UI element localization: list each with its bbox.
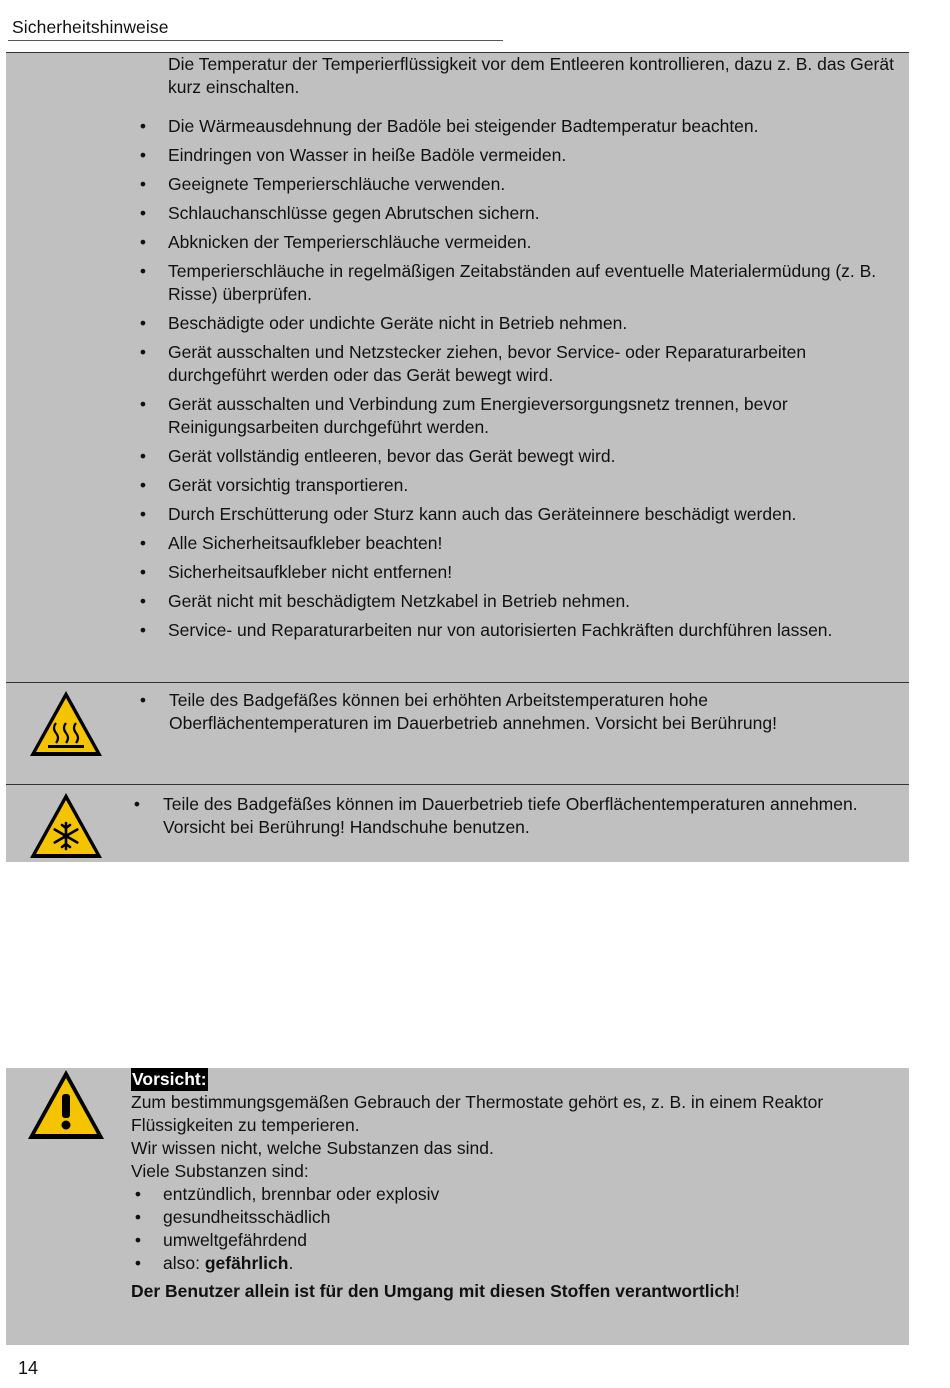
bullet: • (139, 261, 147, 281)
low-temperature-warning-icon (28, 791, 104, 861)
page-header: Sicherheitshinweise (12, 17, 169, 37)
safety-list-item-text: Abknicken der Temperierschläuche vermeiden. (168, 232, 532, 252)
safety-list-item-text: Schlauchanschlüsse gegen Abrutschen sichern. (168, 203, 540, 223)
safety-list-item-text: Sicherheitsaufkleber nicht entfernen! (168, 562, 453, 582)
safety-list-item (136, 260, 901, 306)
bullet: • (139, 446, 147, 466)
caution-label: Vorsicht: (132, 1069, 207, 1089)
continued-item-text: Die Temperatur der Temperierflüssigkeit vor dem Entleeren kontrollieren, dazu z. B. das Gerät kurz einschalten. (168, 54, 894, 97)
safety-list-item-text: Gerät ausschalten und Netzstecker ziehen, bevor Service- oder Reparaturarbeiten durchgeführt werden oder das Gerät bewegt wird. (168, 342, 807, 385)
caution-line: Viele Substanzen sind: (131, 1161, 309, 1181)
bullet: • (139, 620, 147, 640)
safety-list-section (6, 52, 909, 683)
bullet: • (139, 394, 147, 414)
hazard-summary-bold: gefährlich (204, 1253, 289, 1273)
safety-list-item (136, 202, 901, 225)
safety-list-item-text: Temperierschläuche in regelmäßigen Zeitabständen auf eventuelle Materialermüdung (z. B. Risse) überprüfen. (168, 261, 877, 304)
bullet: • (139, 232, 147, 252)
caution-line: Zum bestimmungsgemäßen Gebrauch der Thermostate gehört es, z. B. in einem Reaktor Flüssigkeiten zu temperieren. (131, 1092, 824, 1135)
bullet: • (133, 794, 141, 814)
bullet: • (139, 533, 147, 553)
safety-list-item (136, 619, 901, 642)
responsibility-exclamation: ! (734, 1281, 740, 1301)
hazard-list-item-text: umweltgefährdend (163, 1230, 307, 1250)
safety-list-item-text: Gerät vollständig entleeren, bevor das Gerät bewegt wird. (168, 446, 616, 466)
safety-list-item-text: Beschädigte oder undichte Geräte nicht in Betrieb nehmen. (168, 313, 628, 333)
hot-surface-warning-icon (28, 689, 104, 759)
page-number: 14 (18, 1358, 39, 1378)
safety-list-item-text: Geeignete Temperierschläuche verwenden. (168, 174, 506, 194)
safety-list-item (136, 561, 901, 584)
bullet: • (139, 562, 147, 582)
cold-surface-warning-section (6, 784, 909, 862)
hazard-summary-item (131, 1252, 901, 1275)
caution-block (131, 1068, 901, 1303)
safety-list-item (136, 144, 901, 167)
caution-section (6, 1068, 909, 1345)
bullet: • (139, 174, 147, 194)
safety-list-item-text: Alle Sicherheitsaufkleber beachten! (168, 533, 443, 553)
bullet: • (134, 1207, 142, 1227)
safety-list-item (136, 445, 901, 468)
bullet: • (139, 116, 147, 136)
cold-surface-gloves-text: Vorsicht bei Berührung! Handschuhe benutzen. (163, 817, 530, 837)
header-divider (8, 40, 503, 41)
hazard-list-item-text: entzündlich, brennbar oder explosiv (163, 1184, 440, 1204)
safety-list-item (136, 590, 901, 613)
safety-list (136, 115, 901, 648)
bullet: • (139, 690, 147, 710)
hot-surface-warning-item (136, 689, 901, 735)
bullet: • (134, 1253, 142, 1273)
safety-list-item-text: Gerät ausschalten und Verbindung zum Energieversorgungsnetz trennen, bevor Reinigungsarbeiten durchgeführt werden. (168, 394, 788, 437)
hazard-summary-prefix: also: (163, 1253, 205, 1273)
safety-list-item-text: Gerät vorsichtig transportieren. (168, 475, 409, 495)
hazard-summary-list (131, 1252, 901, 1275)
bullet: • (134, 1230, 142, 1250)
hazard-list-item (131, 1183, 901, 1206)
safety-list-item (136, 115, 901, 138)
safety-list-item (136, 173, 901, 196)
bullet: • (139, 313, 147, 333)
safety-list-item (136, 393, 901, 439)
bullet: • (139, 145, 147, 165)
safety-list-item-text: Service- und Reparaturarbeiten nur von autorisierten Fachkräften durchführen lassen. (168, 620, 833, 640)
responsibility-statement (131, 1280, 901, 1303)
caution-line: Wir wissen nicht, welche Substanzen das sind. (131, 1138, 494, 1158)
safety-list-item (136, 532, 901, 555)
safety-list-item-text: Eindringen von Wasser in heiße Badöle vermeiden. (168, 145, 567, 165)
hot-surface-warning-section (6, 682, 909, 785)
safety-list-item-text: Gerät nicht mit beschädigtem Netzkabel in Betrieb nehmen. (168, 591, 631, 611)
bullet: • (139, 591, 147, 611)
bullet: • (139, 203, 147, 223)
hazard-list-item-text: gesundheitsschädlich (163, 1207, 331, 1227)
hazard-summary-suffix: . (288, 1253, 294, 1273)
hazard-list-item (131, 1229, 901, 1252)
bullet: • (134, 1184, 142, 1204)
general-warning-icon (26, 1068, 106, 1142)
safety-list-item-text: Durch Erschütterung oder Sturz kann auch das Geräteinnere beschädigt werden. (168, 504, 797, 524)
safety-list-item (136, 312, 901, 335)
safety-list-item (136, 474, 901, 497)
bullet: • (139, 475, 147, 495)
bullet: • (139, 504, 147, 524)
safety-list-item (136, 231, 901, 254)
safety-list-item (136, 503, 901, 526)
hazard-list (131, 1183, 901, 1252)
hot-surface-warning-text: Teile des Badgefäßes können bei erhöhten Arbeitstemperaturen hohe Oberflächentemperaturen im Dauerbetrieb annehmen. Vorsicht bei Berührung! (169, 690, 777, 733)
bullet: • (139, 342, 147, 362)
safety-list-item-text: Die Wärmeausdehnung der Badöle bei steigender Badtemperatur beachten. (168, 116, 759, 136)
safety-list-item (136, 341, 901, 387)
responsibility-text: Der Benutzer allein ist für den Umgang mit diesen Stoffen verantwortlich (131, 1281, 735, 1301)
hazard-list-item (131, 1206, 901, 1229)
cold-surface-warning-text: Teile des Badgefäßes können im Dauerbetrieb tiefe Oberflächentemperaturen annehmen. (163, 794, 858, 814)
cold-surface-warning-item (130, 793, 900, 839)
